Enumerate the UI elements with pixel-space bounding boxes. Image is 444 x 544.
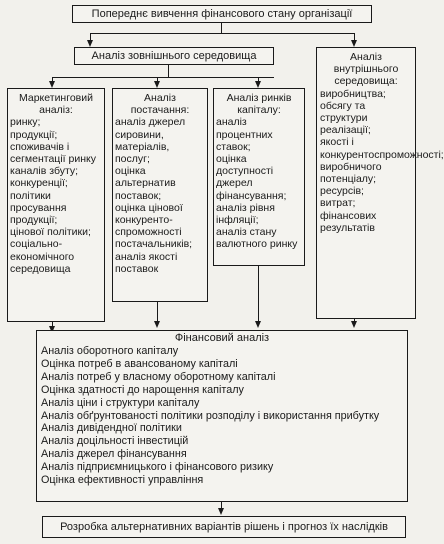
financial-item: Аналіз доцільності інвестицій xyxy=(41,435,189,448)
marketing-item: продукції; xyxy=(10,128,58,141)
marketing-item: ринку; xyxy=(10,116,41,129)
arrow-to-supply xyxy=(154,81,160,88)
connector-supply-to-financial xyxy=(157,302,158,322)
marketing-item: політики просування продукції; xyxy=(10,189,67,227)
arrow-to-bottom xyxy=(218,508,224,515)
marketing-item: соціально-економічного середовища xyxy=(10,238,75,275)
marketing-item: споживачів і сегментації ринку каналів збуту; xyxy=(10,140,96,178)
connector-top-branch xyxy=(90,33,354,34)
alternatives-label: Розробка альтернативних варіантів рішень і прогноз їх наслідків xyxy=(60,521,388,533)
financial-item: Аналіз ціни і структури капіталу xyxy=(41,396,200,409)
internal-item: ресурсів; xyxy=(320,185,364,198)
supply-analysis-title: Аналіз постачання: xyxy=(130,92,190,117)
internal-item: витрат; xyxy=(320,197,356,210)
financial-item: Оцінка потреб в авансованому капіталі xyxy=(41,357,238,370)
capital-item: аналіз стану валютного ринку xyxy=(216,226,298,251)
financial-item: Оцінка здатності до нарощення капіталу xyxy=(41,383,244,396)
supply-item: оцінка цінової конкуренто-спроможності постачальників; xyxy=(115,201,193,251)
financial-item: Аналіз джерел фінансування xyxy=(41,448,187,461)
internal-analysis-box xyxy=(316,47,444,319)
capital-item: оцінка доступності джерел фінансування; xyxy=(216,153,287,202)
supply-analysis-box xyxy=(112,88,208,302)
internal-item: обсягу та структури реалізації; xyxy=(320,99,371,137)
connector-top-down xyxy=(221,23,222,33)
external-analysis-box xyxy=(74,47,274,65)
internal-analysis-title: Аналіз внутрішнього середовища: xyxy=(333,51,399,88)
financial-analysis-box xyxy=(36,330,408,502)
capital-item: аналіз процентних ставок; xyxy=(216,116,273,153)
internal-item: виробництва; xyxy=(320,87,386,100)
capital-item: аналіз рівня інфляції; xyxy=(216,201,275,227)
preliminary-study-box xyxy=(72,5,372,23)
financial-item: Аналіз підприємницького і фінансового ризику xyxy=(41,461,274,474)
arrow-supply-to-financial xyxy=(154,321,160,328)
financial-item: Аналіз обґрунтованості політики розподілу і використання прибутку xyxy=(41,409,380,422)
financial-item: Аналіз оборотного капіталу xyxy=(41,345,179,357)
arrow-to-external xyxy=(87,40,93,47)
supply-item: аналіз якості поставок xyxy=(115,250,178,275)
financial-analysis-title: Фінансовий аналіз xyxy=(174,332,270,344)
alternatives-box xyxy=(42,516,406,538)
capital-markets-box xyxy=(213,88,305,266)
financial-item: Аналіз дивідендної політики xyxy=(41,422,182,435)
financial-item: Аналіз потреб у власному оборотному капіталі xyxy=(41,370,276,383)
marketing-item: конкуренції; xyxy=(10,177,68,190)
internal-item: фінансових результатів xyxy=(320,209,377,234)
arrow-to-marketing xyxy=(49,81,55,88)
arrow-internal-to-financial xyxy=(351,321,357,328)
connector-external-branch xyxy=(52,77,274,78)
marketing-analysis-title: Маркетинговий аналіз: xyxy=(19,92,93,117)
preliminary-study-label: Попереднє вивчення фінансового стану організації xyxy=(91,8,353,20)
arrow-to-capital xyxy=(255,81,261,88)
external-analysis-label: Аналіз зовнішнього середовища xyxy=(91,50,257,62)
internal-item: виробничого потенціалу; xyxy=(320,160,382,186)
marketing-item: цінової політики; xyxy=(10,226,91,239)
arrow-capital-to-financial xyxy=(255,321,261,328)
internal-item: якості і конкурентоспроможності; xyxy=(320,136,444,161)
financial-item: Оцінка ефективності управління xyxy=(41,474,204,487)
supply-item: аналіз джерел сировини, матеріалів, послуг; xyxy=(115,116,186,166)
connector-external-down xyxy=(168,65,169,77)
capital-markets-title: Аналіз ринків капіталу: xyxy=(226,92,292,117)
arrow-to-internal xyxy=(351,40,357,47)
connector-capital-to-financial xyxy=(258,266,259,322)
supply-item: оцінка альтернатив поставок; xyxy=(115,165,176,202)
marketing-analysis-box xyxy=(7,88,105,322)
